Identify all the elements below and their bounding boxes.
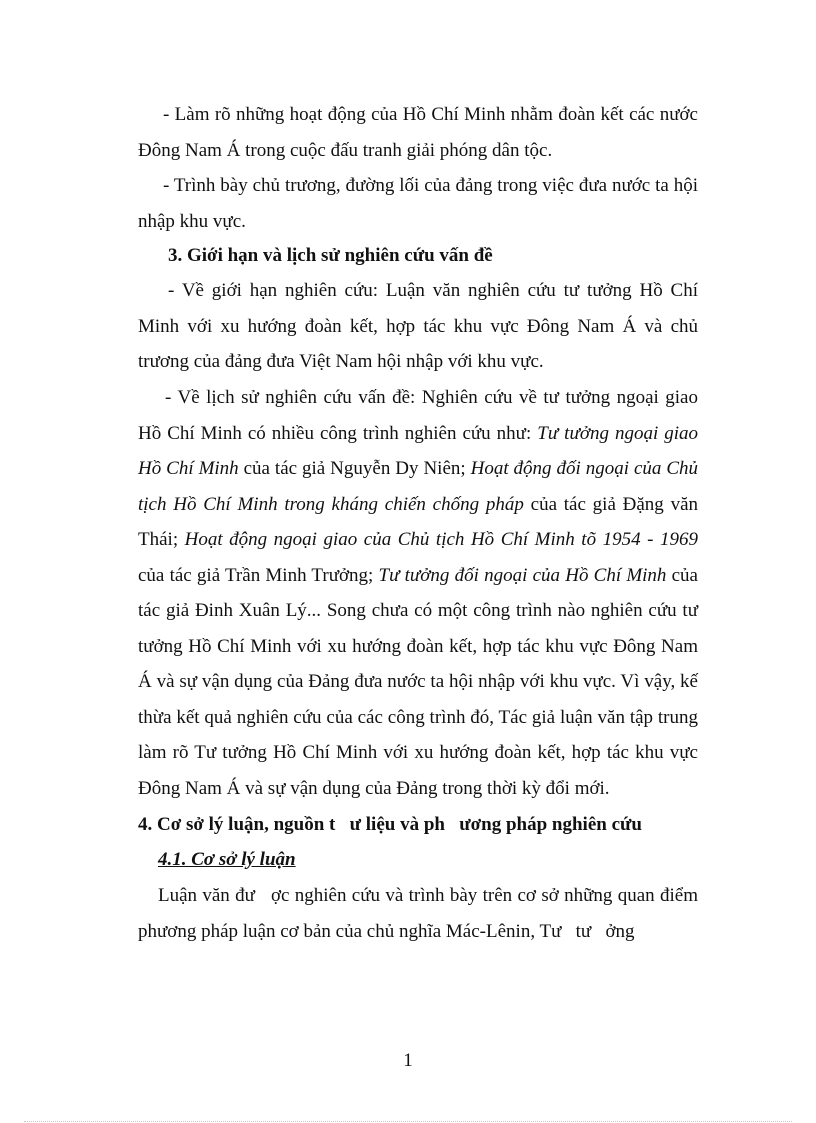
work-title-1: Tư tưởng ngoại giao Hồ Chí Minh — [138, 422, 698, 479]
history-text-4: của tác giả Trần Minh Trưởng; — [138, 564, 379, 586]
section-4-heading: 4. Cơ sở lý luận, nguồn t ư liệu và ph ương pháp nghiên cứu — [138, 814, 642, 835]
work-title-2: Hoạt động đối ngoại của Chủ tịch Hồ Chí Minh trong kháng chiến chống pháp — [138, 458, 698, 515]
paragraph-research-scope: - Về giới hạn nghiên cứu: Luận văn nghiên cứu tư tưởng Hồ Chí Minh với xu hướng đoàn kết, hợp tác khu vực Đông Nam Á và chủ trương của đảng đưa Việt Nam hội nhập với khu vực. — [138, 280, 698, 372]
history-text-1: - Về lịch sử nghiên cứu vấn đề: Nghiên cứu về tư tưởng ngoại giao Hồ Chí Minh có nhiều công trình nghiên cứu như: — [138, 387, 698, 444]
work-title-3: Hoạt động ngoại giao của Chủ tịch Hồ Chí Minh tõ 1954 - 1969 — [184, 529, 698, 550]
page-number: 1 — [403, 1050, 413, 1071]
history-text-3: của tác giả Đặng văn Thái; — [138, 493, 699, 550]
paragraph-research-history — [138, 380, 698, 806]
page-bottom-divider — [24, 1121, 792, 1122]
paragraph-goal-1 — [138, 97, 698, 168]
paragraph-goal-2-first: - Trình bày chủ trương, đường lối của đảng trong việc đưa nước ta hội — [163, 175, 698, 196]
paragraph-theory-basis: Luận văn đư ợc nghiên cứu và trình bày trên cơ sở những quan điểm phương pháp luận cơ bản của chủ nghĩa Mác-Lênin, Tư tư ởng — [138, 885, 703, 942]
history-text-5: của tác giả Đinh Xuân Lý... Song chưa có một công trình nào nghiên cứu tư tưởng Hồ Chí Minh với xu hướng đoàn kết, hợp tác khu vực Đông Nam Á và sự vận dụng của Đảng đưa nước ta hội nhập với khu vực. Vì vậy, kế thừa kết quả nghiên cứu của các công trình đó, Tác giả luận văn tập trung làm rõ Tư tưởng Hồ Chí Minh với xu hướng đoàn kết, hợp tác khu vực Đông Nam Á và sự vận dụng của Đảng trong thời kỳ đổi mới. — [138, 564, 698, 799]
paragraph-goal-2 — [138, 168, 698, 239]
paragraph-goal-1-rest: Đông Nam Á trong cuộc đấu tranh giải phóng dân tộc. — [138, 139, 553, 161]
paragraph-goal-1-first: - Làm rõ những hoạt động của Hồ Chí Minh nhằm đoàn kết các nước — [163, 104, 698, 125]
paragraph-goal-2-rest: nhập khu vực. — [138, 210, 246, 232]
history-text-2: của tác giả Nguyễn Dy Niên; — [238, 458, 471, 479]
section-4-1-heading: 4.1. Cơ sở lý luận — [158, 849, 296, 870]
section-3-heading: 3. Giới hạn và lịch sử nghiên cứu vấn đề — [168, 245, 493, 266]
work-title-4: Tư tưởng đối ngoại của Hồ Chí Minh — [378, 564, 667, 586]
